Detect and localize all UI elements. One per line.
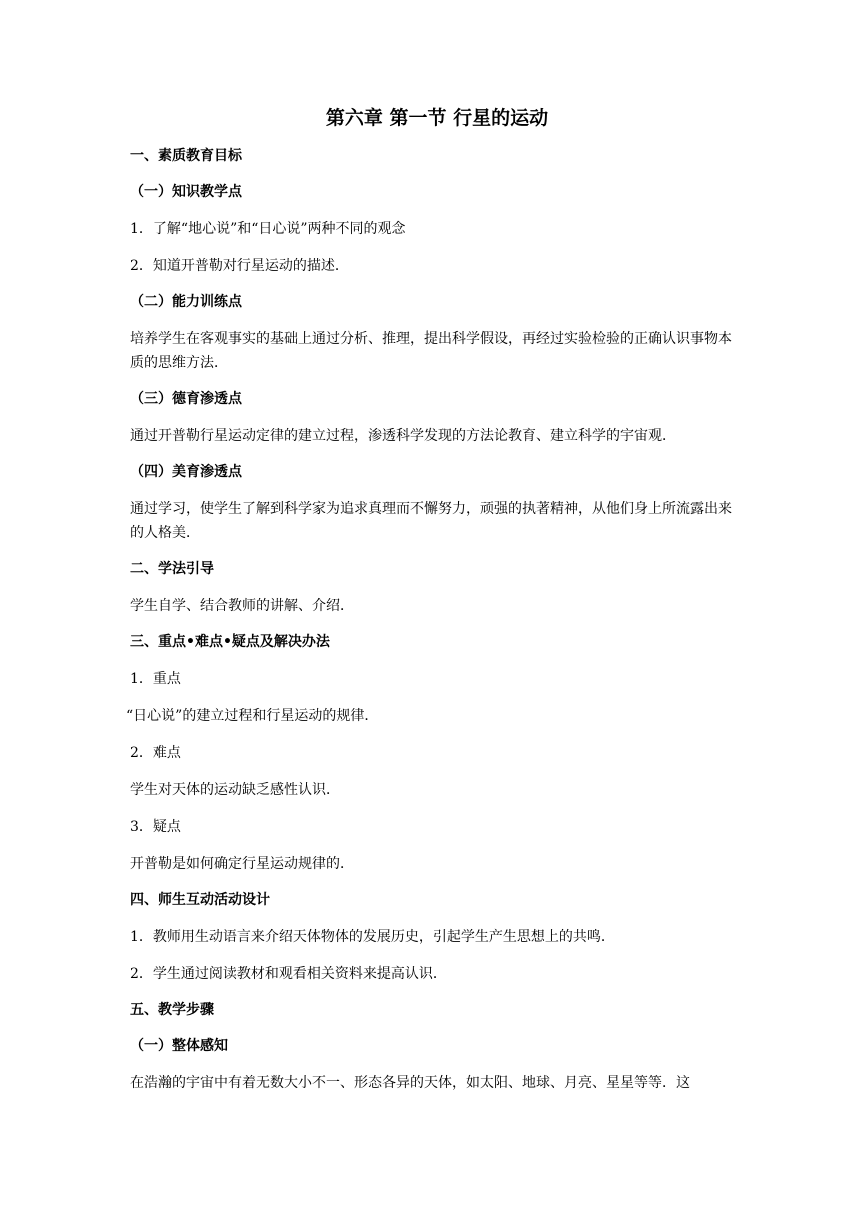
- paragraph: “日心说”的建立过程和行星运动的规律．: [126, 708, 379, 724]
- paragraph: 学生对天体的运动缺乏感性认识．: [130, 782, 340, 798]
- paragraph: 在浩瀚的宇宙中有着无数大小不一、形态各异的天体，如太阳、地球、月亮、星星等等．这: [130, 1075, 690, 1091]
- section-heading: 一、素质教育目标: [130, 148, 242, 164]
- paragraph: 1．了解“地心说”和“日心说”两种不同的观念: [130, 221, 406, 237]
- section-heading: 四、师生互动活动设计: [130, 892, 270, 908]
- paragraph: 1．重点: [130, 671, 181, 687]
- section-heading: 五、教学步骤: [130, 1002, 214, 1018]
- paragraph: 2．知道开普勒对行星运动的描述．: [130, 258, 349, 274]
- paragraph: 2．难点: [130, 745, 181, 761]
- document-body: [126, 104, 734, 1108]
- subsection-heading: （三）德育渗透点: [130, 391, 242, 407]
- subsection-heading: （一）整体感知: [130, 1038, 228, 1054]
- paragraph: 通过开普勒行星运动定律的建立过程，渗透科学发现的方法论教育、建立科学的宇宙观．: [130, 428, 676, 444]
- paragraph: 通过学习，使学生了解到科学家为追求真理而不懈努力，顽强的执著精神，从他们身上所流露出来的人格美．: [130, 501, 732, 541]
- subsection-heading: （一）知识教学点: [130, 184, 242, 200]
- document-title: 第六章 第一节 行星的运动: [325, 107, 549, 129]
- section-heading: 三、重点•难点•疑点及解决办法: [130, 634, 330, 650]
- paragraph: 2．学生通过阅读教材和观看相关资料来提高认识．: [130, 966, 447, 982]
- paragraph: 1．教师用生动语言来介绍天体物体的发展历史，引起学生产生思想上的共鸣．: [130, 929, 615, 945]
- paragraph: 开普勒是如何确定行星运动规律的．: [130, 856, 354, 872]
- paragraph: 3．疑点: [130, 819, 181, 835]
- subsection-heading: （四）美育渗透点: [130, 464, 242, 480]
- paragraph: 培养学生在客观事实的基础上通过分析、推理，提出科学假设，再经过实验检验的正确认识事物本质的思维方法．: [130, 331, 732, 371]
- paragraph: 学生自学、结合教师的讲解、介绍．: [130, 598, 354, 614]
- subsection-heading: （二）能力训练点: [130, 294, 242, 310]
- section-heading: 二、学法引导: [130, 561, 214, 577]
